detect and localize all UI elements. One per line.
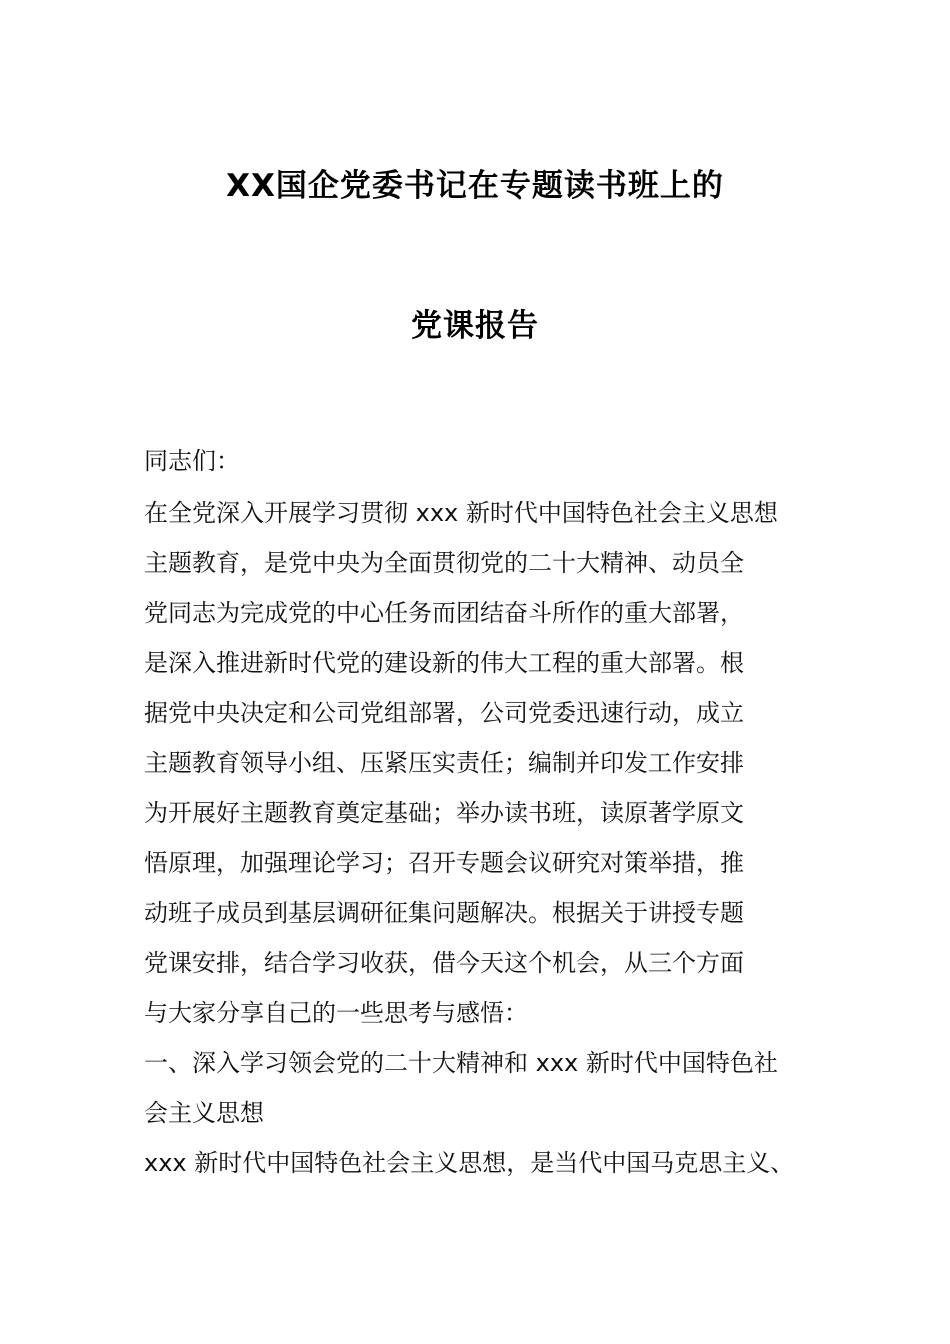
section-heading-line: 一、深入学习领会党的二十大精神和 xxx 新时代中国特色社 (144, 1049, 778, 1077)
document-title-line-2: 党课报告 (411, 308, 539, 344)
body-line: 党课安排，结合学习收获，借今天这个机会，从三个方面 (144, 949, 744, 977)
body-line: 为开展好主题教育奠定基础；举办读书班，读原著学原文 (144, 799, 744, 827)
body-line: 与大家分享自己的一些思考与感悟： (144, 999, 528, 1027)
document-body (144, 436, 824, 1188)
salutation: 同志们： (144, 447, 240, 475)
body-line: 主题教育，是党中央为全面贯彻党的二十大精神、动员全 (144, 549, 744, 577)
body-line: 党同志为完成党的中心任务而团结奋斗所作的重大部署， (144, 599, 744, 627)
body-line: 据党中央决定和公司党组部署，公司党委迅速行动，成立 (144, 699, 744, 727)
body-line: xxx 新时代中国特色社会主义思想，是当代中国马克思主义、 (144, 1149, 795, 1177)
body-line: 在全党深入开展学习贯彻 xxx 新时代中国特色社会主义思想 (144, 499, 778, 527)
document-title-line-1: XX国企党委书记在专题读书班上的 (226, 168, 724, 204)
section-heading-line: 会主义思想 (144, 1099, 264, 1127)
body-line: 是深入推进新时代党的建设新的伟大工程的重大部署。根 (144, 649, 744, 677)
body-line: 悟原理，加强理论学习；召开专题会议研究对策举措，推 (144, 849, 744, 877)
body-line: 主题教育领导小组、压紧压实责任；编制并印发工作安排 (144, 749, 744, 777)
body-line: 动班子成员到基层调研征集问题解决。根据关于讲授专题 (144, 899, 744, 927)
